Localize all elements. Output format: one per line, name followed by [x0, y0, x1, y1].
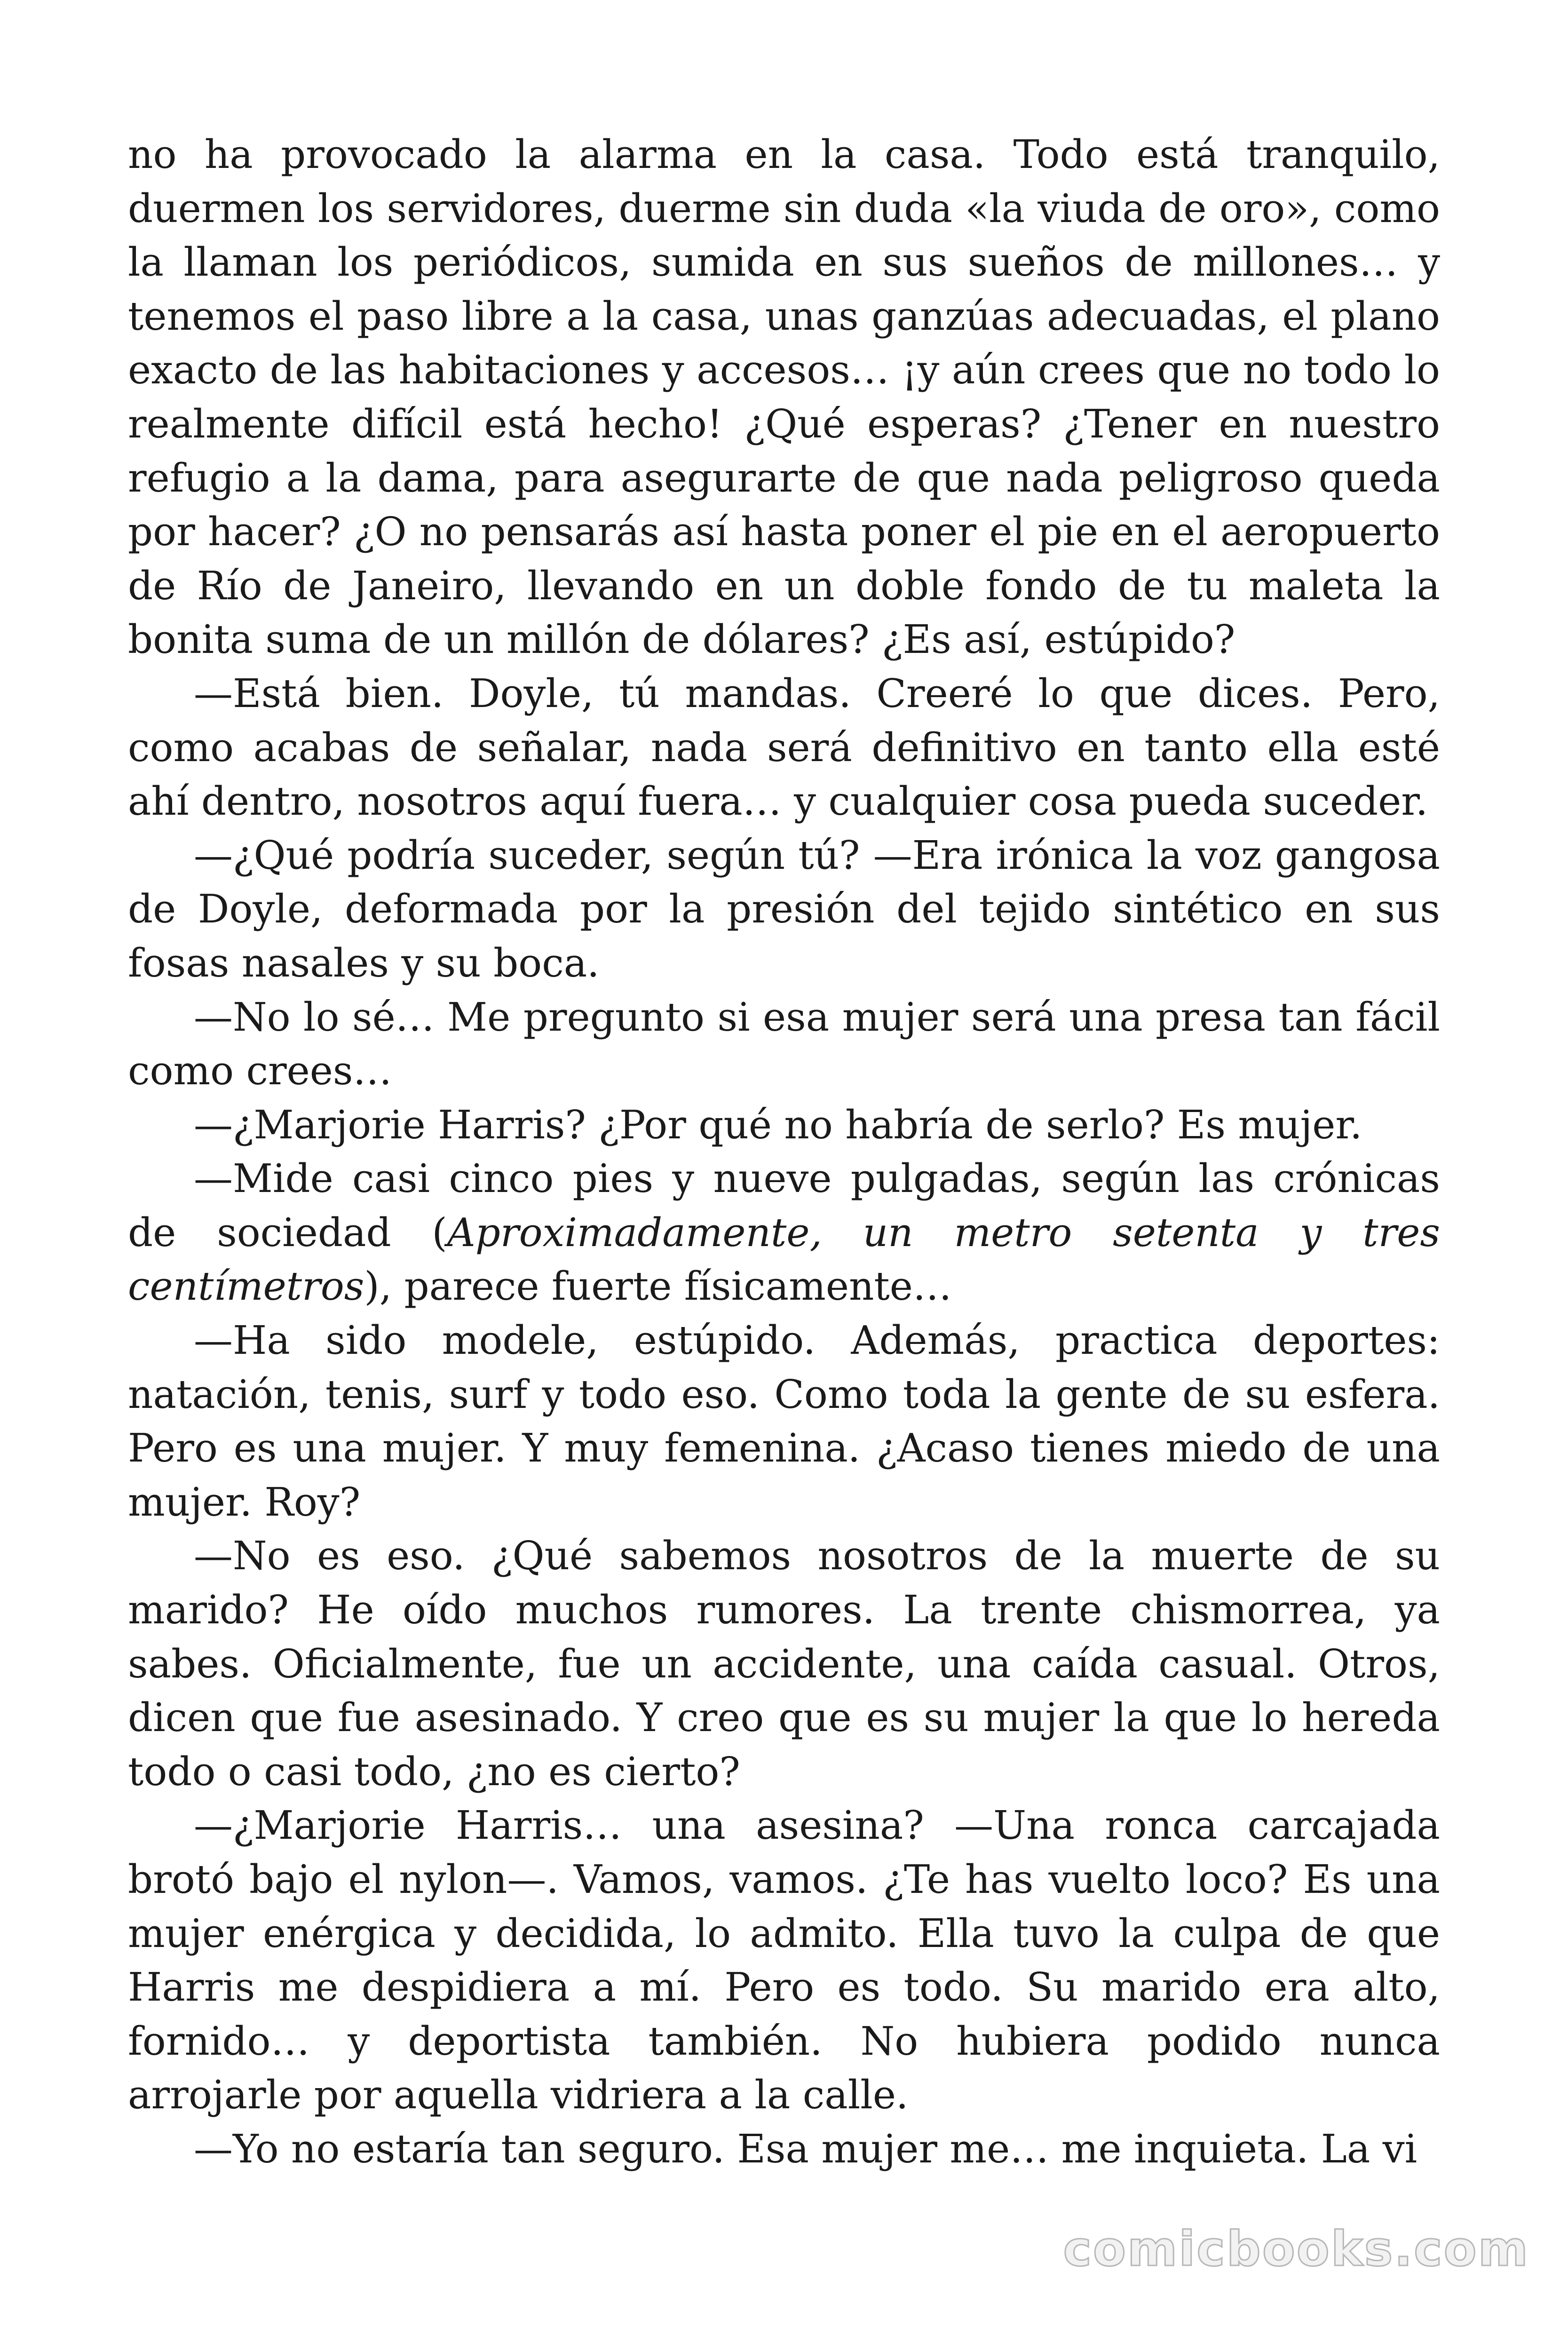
text-segment: —No lo sé… Me pregunto si esa mujer será una presa tan fácil como crees… — [128, 994, 1440, 1094]
watermark: comicbooks.com — [1063, 2221, 1529, 2277]
paragraph — [128, 667, 1440, 829]
text-segment: no ha provocado la alarma en la casa. Todo está tranquilo, duermen los servidores, duerme sin duda «la viuda de oro», como la llaman los periódicos, sumida en sus sueños de millones… y tenemos el paso libre a la casa, unas ganzúas adecuadas, el plano exacto de las habitaciones y accesos… ¡y aún crees que no todo lo realmente difícil está hecho! ¿Qué esperas? ¿Tener en nuestro refugio a la dama, para asegurarte de que nada peligroso queda por hacer? ¿O no pensarás así hasta poner el pie en el aeropuerto de Río de Janeiro, llevando en un doble fondo de tu maleta la bonita suma de un millón de dólares? ¿Es así, estúpido? — [128, 132, 1440, 663]
text-segment: —No es eso. ¿Qué sabemos nosotros de la muerte de su marido? He oído muchos rumores. La trente chismorrea, ya sabes. Oficialmente, fue un accidente, una caída casual. Otros, dicen que fue asesinado. Y creo que es su mujer la que lo hereda todo o casi todo, ¿no es cierto? — [128, 1533, 1440, 1795]
text-segment: —Está bien. Doyle, tú mandas. Creeré lo que dices. Pero, como acabas de señalar, nada será definitivo en tanto ella esté ahí dentro, nosotros aquí fuera… y cualquier cosa pueda suceder. — [128, 670, 1440, 825]
paragraph — [128, 1529, 1440, 1799]
italic-text-segment: Aproximadamente, un metro setenta y tres centímetros — [128, 1209, 1441, 1310]
text-segment: —Ha sido modele, estúpido. Además, practica deportes: natación, tenis, surf y todo eso. Como toda la gente de su esfera. Pero es una mujer. Y muy femenina. ¿Acaso tienes miedo de una mujer. Roy? — [128, 1318, 1440, 1525]
paragraph — [128, 829, 1440, 991]
paragraph — [128, 991, 1440, 1098]
page-body-text — [128, 128, 1440, 2177]
text-segment: —¿Marjorie Harris? ¿Por qué no habría de serlo? Es mujer. — [194, 1102, 1362, 1148]
text-segment: —Mide casi cinco pies y nueve pulgadas, según las crónicas de sociedad ( — [128, 1156, 1440, 1255]
text-segment: ), parece fuerte físicamente… — [364, 1263, 952, 1310]
paragraph — [128, 1314, 1440, 1529]
text-segment: —¿Qué podría suceder, según tú? —Era irónica la voz gangosa de Doyle, deformada por la presión del tejido sintético en sus fosas nasales y su boca. — [128, 832, 1440, 986]
paragraph — [128, 1799, 1440, 2122]
paragraph — [128, 2122, 1440, 2177]
text-segment: —¿Marjorie Harris… una asesina? —Una ronca carcajada brotó bajo el nylon—. Vamos, vamos. ¿Te has vuelto loco? Es una mujer enérgica y decidida, lo admito. Ella tuvo la culpa de que Harris me despidiera a mí. Pero es todo. Su marido era alto, fornido… y deportista también. No hubiera podido nunca arrojarle por aquella vidriera a la calle. — [128, 1803, 1440, 2118]
text-segment: —Yo no estaría tan seguro. Esa mujer me… me inquieta. La vi — [194, 2126, 1418, 2172]
paragraph — [128, 1152, 1440, 1314]
paragraph — [128, 128, 1440, 667]
paragraph — [128, 1098, 1440, 1152]
